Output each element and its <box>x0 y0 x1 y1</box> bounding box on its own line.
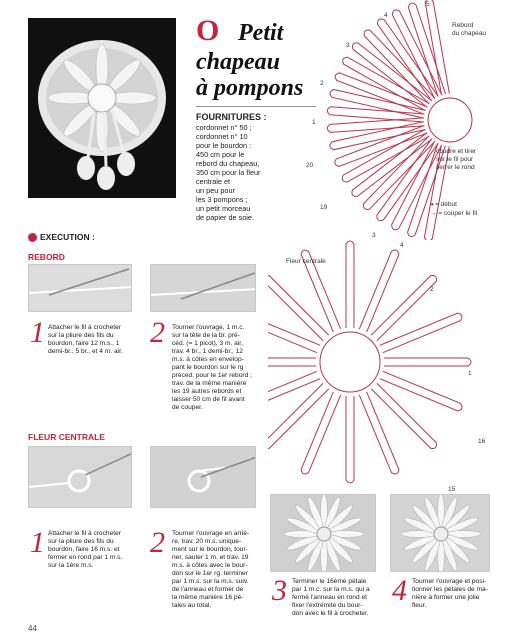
fleur-petal <box>384 358 471 366</box>
rebord-step1-photo <box>28 264 132 312</box>
diagram-num-4: 4 <box>384 12 388 19</box>
diagram-num-3: 3 <box>346 42 350 49</box>
flower-center <box>434 527 448 541</box>
rebord-title: REBORD <box>28 252 65 262</box>
fleur-step4-number: 4 <box>392 574 407 607</box>
fleur-num-4: 4 <box>400 242 404 249</box>
legend-cut: → = couper le fil <box>430 210 478 217</box>
rebord-label: Rebord du chapeau <box>452 22 486 37</box>
fleur-petal <box>268 275 329 340</box>
fleur-step1-photo <box>28 446 132 508</box>
fleur-title: FLEUR CENTRALE <box>28 432 105 442</box>
materials-title: FOURNITURES : <box>196 112 267 122</box>
page-title-2: chapeau <box>196 49 280 75</box>
fleur-label: Fleur centrale <box>286 258 326 265</box>
legend-start: ◂ = début <box>430 201 457 208</box>
fleur-step2-number: 2 <box>150 526 165 559</box>
fleur-step3-number: 3 <box>272 574 287 607</box>
fleur-step2-photo <box>150 446 256 508</box>
fleur-petal <box>371 383 436 448</box>
fleur-step3-text: Terminer le 16ème pétale par 1 m.c. sur la m.s. qui a fermé l'anneau en rond et fixer l'extrémité du bour- don avec le fil à crocheter. <box>292 578 370 617</box>
fleur-step1-number: 1 <box>30 526 45 559</box>
execution-title: EXECUTION : <box>40 232 95 242</box>
diagram-num-5: 5 <box>426 1 430 8</box>
fleur-step4-text: Tourner l'ouvrage et posi- tionner les pétales de ma- nière à former une jolie fleur. <box>412 578 488 609</box>
fleur-petal <box>346 241 354 328</box>
fleur-petal <box>371 275 436 340</box>
fleur-petal <box>359 392 399 474</box>
fleur-step4-photo <box>390 494 490 572</box>
pattern-letter: O <box>196 14 220 47</box>
rebord-step2-photo <box>150 264 256 312</box>
rebord-loop <box>425 0 449 95</box>
hat-photo <box>28 18 176 198</box>
page-title-3: à pompons <box>196 75 304 101</box>
fleur-num-16: 16 <box>478 438 486 445</box>
rebord-step2-number: 2 <box>150 316 165 349</box>
fleur-petal <box>346 396 354 483</box>
fleur-step3-photo <box>270 494 376 572</box>
fleur-petal <box>268 358 316 366</box>
fleur-num-2: 2 <box>430 286 434 293</box>
diagram-num-19: 19 <box>320 204 328 211</box>
rebord-step1-number: 1 <box>30 316 45 349</box>
flower-center <box>317 527 331 541</box>
fleur-petal <box>359 250 399 332</box>
title-rule <box>196 106 316 107</box>
diagram-num-20: 20 <box>306 162 314 169</box>
fleur-num-3: 3 <box>372 232 376 239</box>
fleur-petal <box>380 371 462 411</box>
rebord-step2-text: Tourner l'ouvrage, 1 m.c. sur la tête de la br. pré- céd. (= 1 picot), 3 m. air, trav. 4 br., 1 demi-br., 12 m.s. à côtes en envelop- pant le bourdon sur le rg préced. pour le 1er rebord ; trav. de la même manière les 19 autres rebords et laisser 50 cm de fil avant de couper. <box>172 324 252 411</box>
fleur-num-15: 15 <box>448 486 456 493</box>
fleur-petal <box>268 383 329 448</box>
rebord-step1-text: Attacher le fil à crocheter sur la pliure des fils du bourdon, faire 12 m.s., 1 demi-br., 5 br., et 4 m. air. <box>48 324 123 355</box>
fleur-step1-text: Attacher le fil à crocheter sur la pliure des fils du bourdon, faire 16 m.s. et fermer en rond par 1 m.s. sur la 1ère m.s. <box>48 530 123 569</box>
execution-bullet <box>28 233 37 242</box>
page-title-1: Petit <box>238 20 284 46</box>
fleur-num-1: 1 <box>468 370 472 377</box>
fleur-diagram <box>268 232 506 490</box>
fleur-petal <box>301 392 341 474</box>
diagram-num-1: 1 <box>312 119 316 126</box>
fleur-petal <box>380 313 462 353</box>
materials-text: cordonnet n° 50 ; cordonnet n° 10 pour le bourdon : 450 cm pour le rebord du chapeau, 350 cm pour la fleur centrale et un peu pour les 3 pompons ; un petit morceau de papier de soie. <box>196 123 261 222</box>
page-number: 44 <box>28 624 37 633</box>
diagram-note: coudre et tirer sur le fil pour serrer le rond <box>436 148 477 171</box>
fleur-step2-text: Tourner l'ouvrage en arriè- re, trav. 20 m.s. unique- ment sur le bourdon, tour- ner, sauter 1 m. et trav. 19 m.s. à côtes avec le bour- don sur le 1er rg. terminer par 1 m.s. sur la m.s. suiv. de l'anneau et former de la même manière 16 pé- tales au total. <box>172 530 250 609</box>
diagram-num-2: 2 <box>320 80 324 87</box>
